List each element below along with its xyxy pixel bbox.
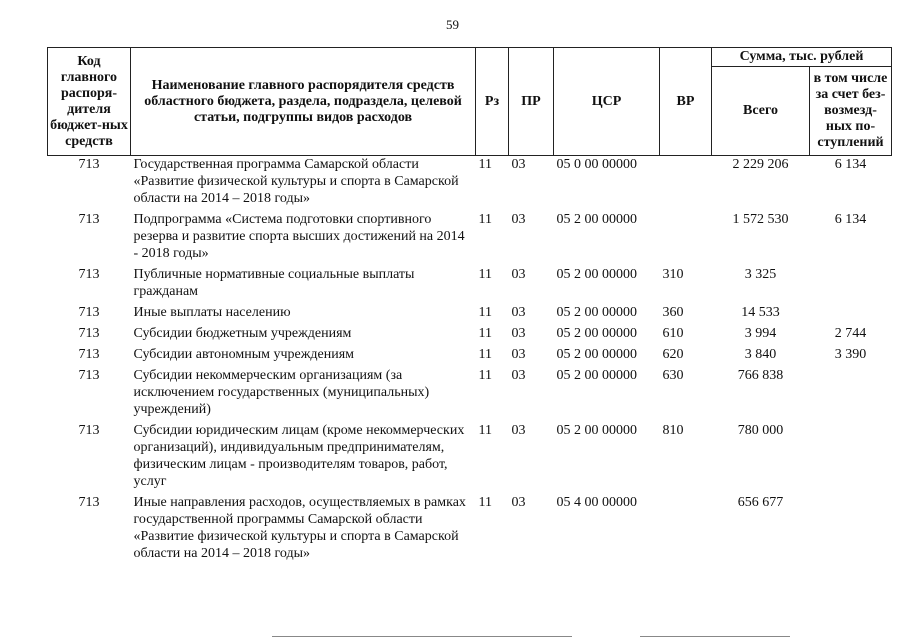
total-cell: 2 229 206 bbox=[732, 157, 789, 172]
pr-cell: 03 bbox=[511, 326, 526, 341]
csr-cell: 05 2 00 00000 bbox=[556, 212, 637, 227]
vr-cell: 360 bbox=[662, 305, 684, 320]
vr-cell bbox=[660, 156, 712, 212]
rz-cell: 11 bbox=[478, 495, 492, 510]
total-cell: 656 677 bbox=[737, 495, 784, 510]
vr-cell bbox=[660, 211, 712, 266]
grant-cell: 3 390 bbox=[834, 347, 867, 362]
grant-cell: 6 134 bbox=[834, 157, 867, 172]
name-cell: Подпрограмма «Система подготовки спортивного резерва и развитие спорта высших достижений на 2014 - 2018 годы» bbox=[133, 212, 465, 261]
csr-cell: 05 2 00 00000 bbox=[556, 423, 637, 438]
name-cell: Субсидии автономным учреждениям bbox=[133, 347, 355, 362]
code-cell: 713 bbox=[78, 267, 100, 282]
pr-cell: 03 bbox=[511, 347, 526, 362]
vr-cell: 620 bbox=[662, 347, 684, 362]
grant-cell bbox=[810, 367, 892, 422]
name-cell: Субсидии бюджетным учреждениям bbox=[133, 326, 352, 341]
vr-cell: 310 bbox=[662, 267, 684, 282]
pr-cell: 03 bbox=[511, 305, 526, 320]
header-pr: ПР bbox=[509, 48, 554, 156]
grant-cell: 6 134 bbox=[834, 212, 867, 227]
code-cell: 713 bbox=[78, 495, 100, 510]
rz-cell: 11 bbox=[478, 305, 492, 320]
header-name: Наименование главного распорядителя средств областного бюджета, раздела, подраздела, целевой статьи, подгруппы видов расходов bbox=[131, 48, 476, 156]
grant-cell bbox=[810, 304, 892, 325]
name-cell: Субсидии юридическим лицам (кроме некоммерческих организаций), индивидуальным предпринимателям, физическим лицам - производителям товаров, работ, услуг bbox=[133, 423, 465, 489]
code-cell: 713 bbox=[78, 368, 100, 383]
table-row bbox=[48, 422, 892, 494]
csr-cell: 05 2 00 00000 bbox=[556, 326, 637, 341]
pr-cell: 03 bbox=[511, 212, 526, 227]
table-row bbox=[48, 367, 892, 422]
vr-cell bbox=[660, 494, 712, 566]
csr-cell: 05 2 00 00000 bbox=[556, 267, 637, 282]
table-row bbox=[48, 156, 892, 212]
header-sum-group: Сумма, тыс. рублей bbox=[712, 48, 892, 67]
footer-rule bbox=[272, 636, 572, 637]
name-cell: Иные направления расходов, осуществляемых в рамках государственной программы Самарской области «Развитие физической культуры и спорта в Самарской области на 2014 – 2018 годы» bbox=[133, 495, 466, 561]
grant-cell bbox=[810, 266, 892, 304]
code-cell: 713 bbox=[78, 157, 100, 172]
table-row bbox=[48, 494, 892, 566]
pr-cell: 03 bbox=[511, 157, 526, 172]
csr-cell: 05 2 00 00000 bbox=[556, 368, 637, 383]
header-vr: ВР bbox=[660, 48, 712, 156]
table-row bbox=[48, 211, 892, 266]
total-cell: 3 325 bbox=[744, 267, 777, 282]
csr-cell: 05 2 00 00000 bbox=[556, 347, 637, 362]
pr-cell: 03 bbox=[511, 368, 526, 383]
csr-cell: 05 4 00 00000 bbox=[556, 495, 637, 510]
code-cell: 713 bbox=[78, 305, 100, 320]
header-row bbox=[48, 48, 892, 67]
rz-cell: 11 bbox=[478, 326, 492, 341]
name-cell: Иные выплаты населению bbox=[133, 305, 291, 320]
vr-cell: 810 bbox=[662, 423, 684, 438]
total-cell: 1 572 530 bbox=[732, 212, 789, 227]
pr-cell: 03 bbox=[511, 267, 526, 282]
table-row bbox=[48, 325, 892, 346]
total-cell: 3 840 bbox=[744, 347, 777, 362]
page-number: 59 bbox=[446, 17, 459, 32]
grant-cell bbox=[810, 494, 892, 566]
table-body bbox=[48, 156, 892, 567]
code-cell: 713 bbox=[78, 212, 100, 227]
rz-cell: 11 bbox=[478, 423, 492, 438]
code-cell: 713 bbox=[78, 347, 100, 362]
rz-cell: 11 bbox=[478, 347, 492, 362]
budget-table bbox=[47, 47, 892, 566]
csr-cell: 05 2 00 00000 bbox=[556, 305, 637, 320]
table-row bbox=[48, 304, 892, 325]
name-cell: Субсидии некоммерческим организациям (за исключением государственных (муниципальных) учреждений) bbox=[133, 368, 430, 417]
header-csr: ЦСР bbox=[554, 48, 660, 156]
name-cell: Государственная программа Самарской области «Развитие физической культуры и спорта в Самарской области на 2014 – 2018 годы» bbox=[133, 157, 459, 206]
rz-cell: 11 bbox=[478, 212, 492, 227]
rz-cell: 11 bbox=[478, 368, 492, 383]
header-rz: Рз bbox=[476, 48, 509, 156]
code-cell: 713 bbox=[78, 423, 100, 438]
total-cell: 14 533 bbox=[741, 305, 780, 320]
table-row bbox=[48, 346, 892, 367]
total-cell: 766 838 bbox=[737, 368, 784, 383]
vr-cell: 630 bbox=[662, 368, 684, 383]
total-cell: 3 994 bbox=[744, 326, 777, 341]
pr-cell: 03 bbox=[511, 423, 526, 438]
rz-cell: 11 bbox=[478, 157, 492, 172]
total-cell: 780 000 bbox=[737, 423, 784, 438]
header-grants: в том числе за счет без-возмезд-ных по-ступлений bbox=[810, 67, 892, 156]
code-cell: 713 bbox=[78, 326, 100, 341]
header-total: Всего bbox=[712, 67, 810, 156]
csr-cell: 05 0 00 00000 bbox=[556, 157, 637, 172]
rz-cell: 11 bbox=[478, 267, 492, 282]
grant-cell bbox=[810, 422, 892, 494]
header-code: Код главного распоря-дителя бюджет-ных средств bbox=[48, 48, 131, 156]
footer-rule bbox=[640, 636, 790, 637]
table-row bbox=[48, 266, 892, 304]
name-cell: Публичные нормативные социальные выплаты гражданам bbox=[133, 267, 415, 299]
grant-cell: 2 744 bbox=[834, 326, 867, 341]
vr-cell: 610 bbox=[662, 326, 684, 341]
pr-cell: 03 bbox=[511, 495, 526, 510]
